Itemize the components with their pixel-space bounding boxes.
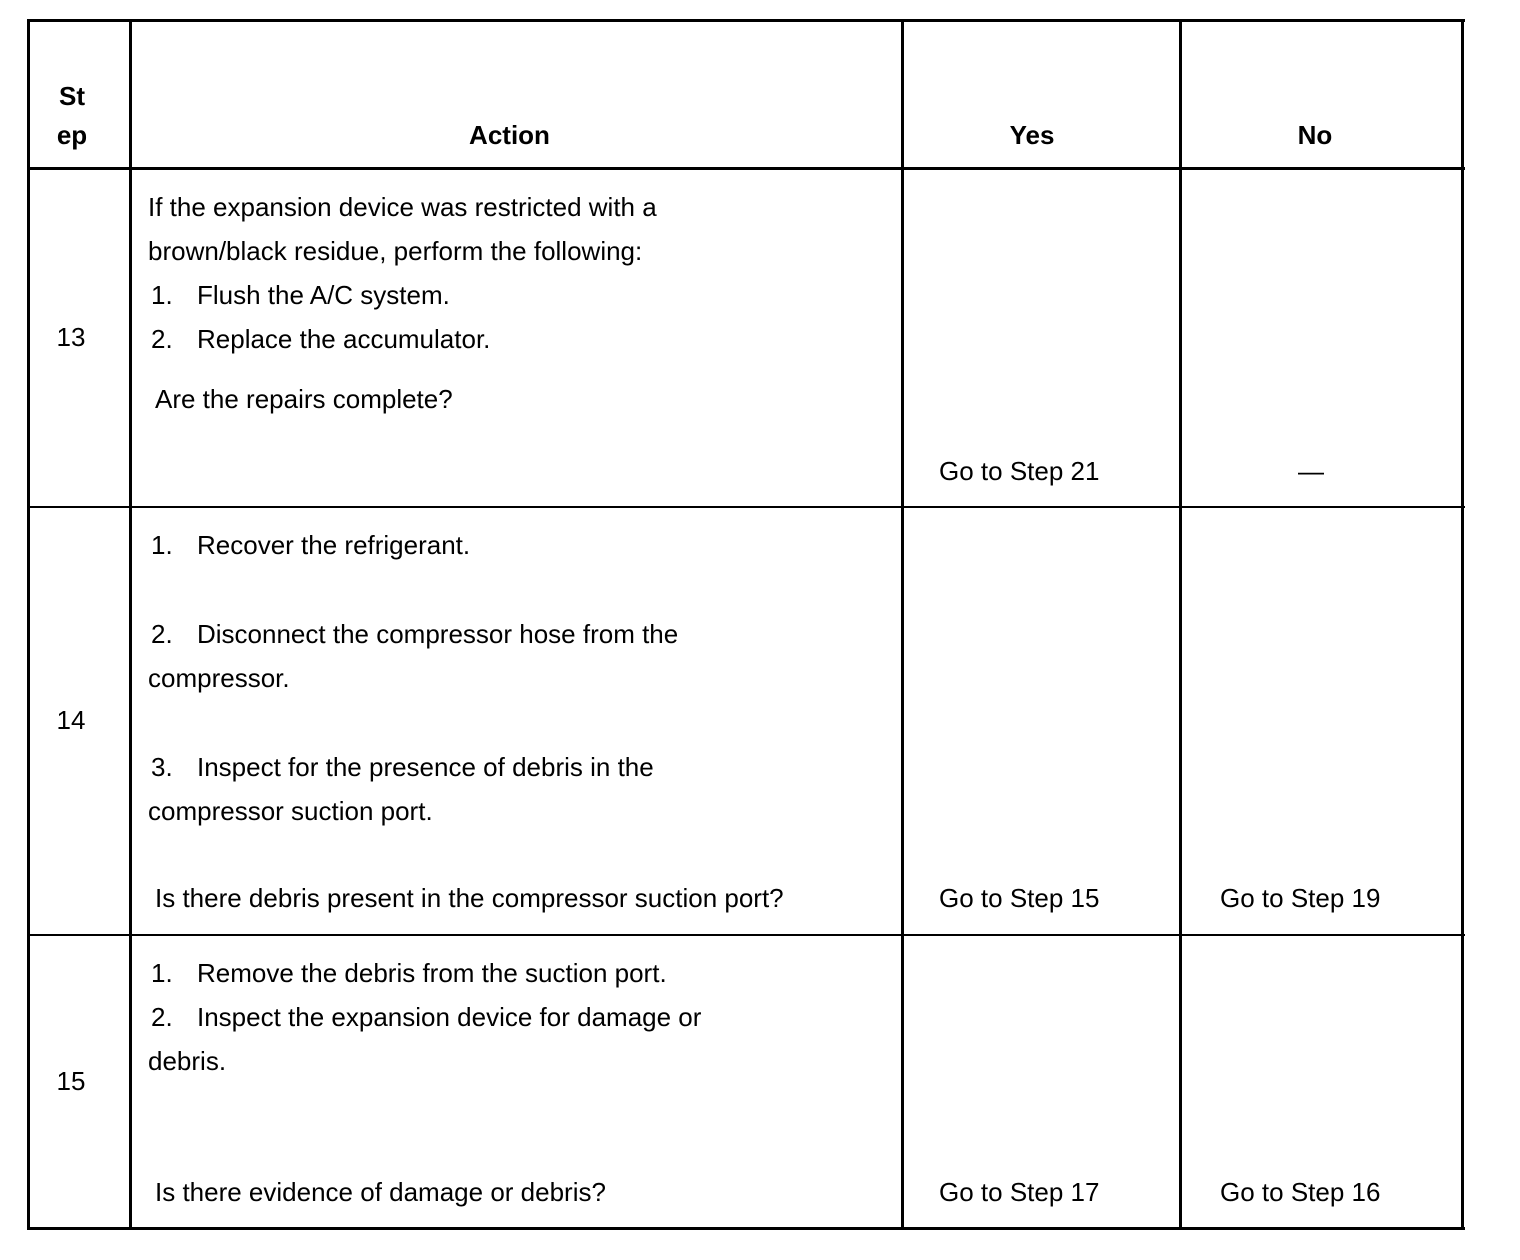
list-item-continuation: debris. bbox=[148, 1046, 227, 1076]
table-border-left bbox=[27, 19, 30, 1230]
list-number: 3. bbox=[151, 752, 173, 782]
action-question: Are the repairs complete? bbox=[155, 384, 453, 414]
list-item-text: Inspect for the presence of debris in the bbox=[197, 752, 654, 782]
list-number: 2. bbox=[151, 1002, 173, 1032]
list-item-continuation: compressor suction port. bbox=[148, 796, 433, 826]
header-divider bbox=[27, 167, 1465, 170]
action-list-item bbox=[151, 752, 654, 782]
row-divider bbox=[27, 934, 1465, 936]
header-yes: Yes bbox=[1009, 120, 1055, 150]
step-number: 13 bbox=[56, 322, 86, 352]
yes-result: Go to Step 17 bbox=[939, 1177, 1100, 1207]
no-result: Go to Step 16 bbox=[1220, 1177, 1381, 1207]
action-list-item bbox=[151, 1002, 701, 1032]
list-item-text: Inspect the expansion device for damage or bbox=[197, 1002, 702, 1032]
step-number: 14 bbox=[56, 705, 86, 735]
list-item-text: Remove the debris from the suction port. bbox=[197, 958, 667, 988]
action-question: Is there debris present in the compressor suction port? bbox=[155, 883, 784, 913]
step-number: 15 bbox=[56, 1066, 86, 1096]
column-divider bbox=[901, 19, 904, 1230]
yes-result: Go to Step 21 bbox=[939, 456, 1100, 486]
table-border-top bbox=[27, 19, 1465, 22]
action-list-item bbox=[151, 619, 678, 649]
list-number: 1. bbox=[151, 280, 173, 310]
column-divider bbox=[129, 19, 132, 1230]
column-divider bbox=[1179, 19, 1182, 1230]
table-border-bottom bbox=[27, 1227, 1465, 1230]
list-item-text: Flush the A/C system. bbox=[197, 280, 450, 310]
header-step-line1: St bbox=[59, 81, 85, 111]
action-list-item bbox=[151, 324, 490, 354]
action-list-item bbox=[151, 530, 470, 560]
header-step bbox=[32, 81, 112, 150]
list-item-text: Replace the accumulator. bbox=[197, 324, 491, 354]
table-border-right bbox=[1461, 19, 1464, 1230]
no-result: — bbox=[1298, 456, 1324, 486]
list-number: 2. bbox=[151, 619, 173, 649]
list-number: 1. bbox=[151, 530, 173, 560]
list-item-continuation: compressor. bbox=[148, 663, 290, 693]
action-list-item bbox=[151, 280, 450, 310]
action-question: Is there evidence of damage or debris? bbox=[155, 1177, 606, 1207]
header-action: Action bbox=[469, 120, 550, 150]
no-result: Go to Step 19 bbox=[1220, 883, 1381, 913]
list-number: 2. bbox=[151, 324, 173, 354]
row-divider bbox=[27, 506, 1465, 508]
header-no: No bbox=[1297, 120, 1333, 150]
list-item-text: Recover the refrigerant. bbox=[197, 530, 471, 560]
yes-result: Go to Step 15 bbox=[939, 883, 1100, 913]
action-list-item bbox=[151, 958, 667, 988]
list-item-text: Disconnect the compressor hose from the bbox=[197, 619, 679, 649]
header-step-line2: ep bbox=[56, 120, 88, 150]
list-number: 1. bbox=[151, 958, 173, 988]
action-intro-line: brown/black residue, perform the following: bbox=[148, 236, 643, 266]
action-intro-line: If the expansion device was restricted with a bbox=[148, 192, 657, 222]
